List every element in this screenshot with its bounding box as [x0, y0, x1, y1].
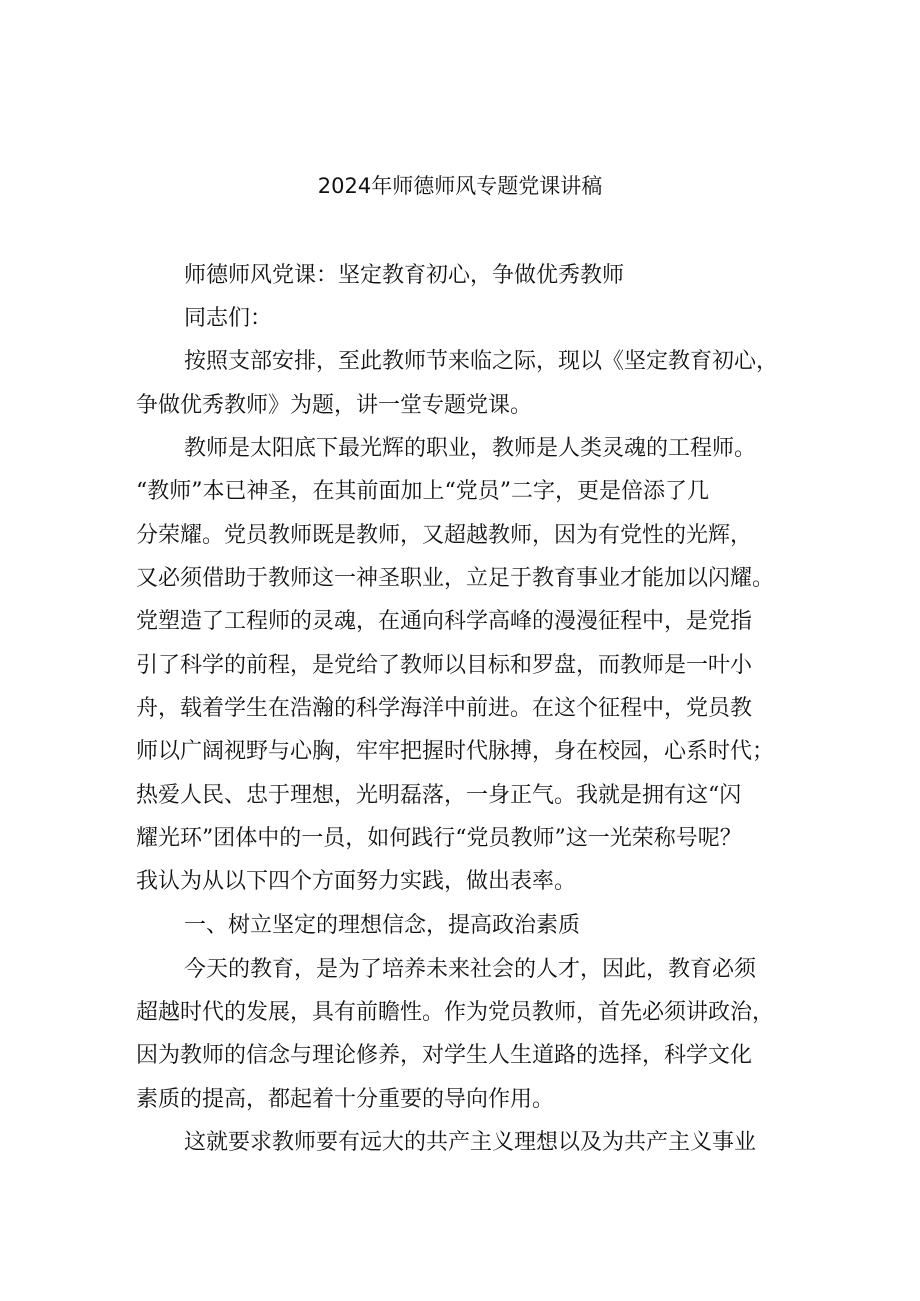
paragraph-line: 我认为从以下四个方面努力实践，做出表率。: [136, 869, 577, 894]
paragraph-line: 教师是太阳底下最光辉的职业，教师是人类灵魂的工程师。: [184, 436, 757, 461]
paragraph-line: 争做优秀教师》为题，讲一堂专题党课。: [136, 393, 533, 418]
paragraph-line: 超越时代的发展，具有前瞻性。作为党员教师，首先必须讲政治，: [136, 1000, 775, 1025]
paragraph-line: 舟，载着学生在浩瀚的科学海洋中前进。在这个征程中，党员教: [136, 696, 753, 721]
paragraph-line: 今天的教育，是为了培养未来社会的人才，因此，教育必须: [184, 957, 757, 982]
paragraph-line: 热爱人民、忠于理想，光明磊落，一身正气。我就是拥有这“闪: [136, 783, 742, 808]
paragraph-line: 又必须借助于教师这一神圣职业，立足于教育事业才能加以闪耀。: [136, 566, 775, 591]
salutation: 同志们：: [184, 306, 273, 331]
paragraph-line: 党塑造了工程师的灵魂，在通向科学高峰的漫漫征程中，是党指: [136, 609, 753, 634]
paragraph-line: 分荣耀。党员教师既是教师，又超越教师，因为有党性的光辉，: [136, 523, 753, 548]
paragraph-line: 耀光环”团体中的一员，如何践行“党员教师”这一光荣称号呢？: [136, 826, 742, 851]
paragraph-line: 这就要求教师要有远大的共产主义理想以及为共产主义事业: [184, 1130, 757, 1155]
paragraph-line: “教师”本已神圣，在其前面加上“党员”二字，更是倍添了几: [136, 479, 709, 504]
paragraph-line: 因为教师的信念与理论修养，对学生人生道路的选择，科学文化: [136, 1043, 753, 1068]
section-heading-1: 一、树立坚定的理想信念，提高政治素质: [184, 913, 581, 938]
paragraph-line: 师以广阔视野与心胸，牢牢把握时代脉搏，身在校园，心系时代；: [136, 739, 775, 764]
paragraph-line: 引了科学的前程，是党给了教师以目标和罗盘，而教师是一叶小: [136, 653, 753, 678]
document-title: 2024年师德师风专题党课讲稿: [317, 174, 603, 198]
document-subtitle: 师德师风党课：坚定教育初心，争做优秀教师: [184, 263, 625, 288]
paragraph-line: 按照支部安排，至此教师节来临之际，现以《坚定教育初心，: [184, 349, 779, 374]
paragraph-line: 素质的提高，都起着十分重要的导向作用。: [136, 1087, 555, 1112]
